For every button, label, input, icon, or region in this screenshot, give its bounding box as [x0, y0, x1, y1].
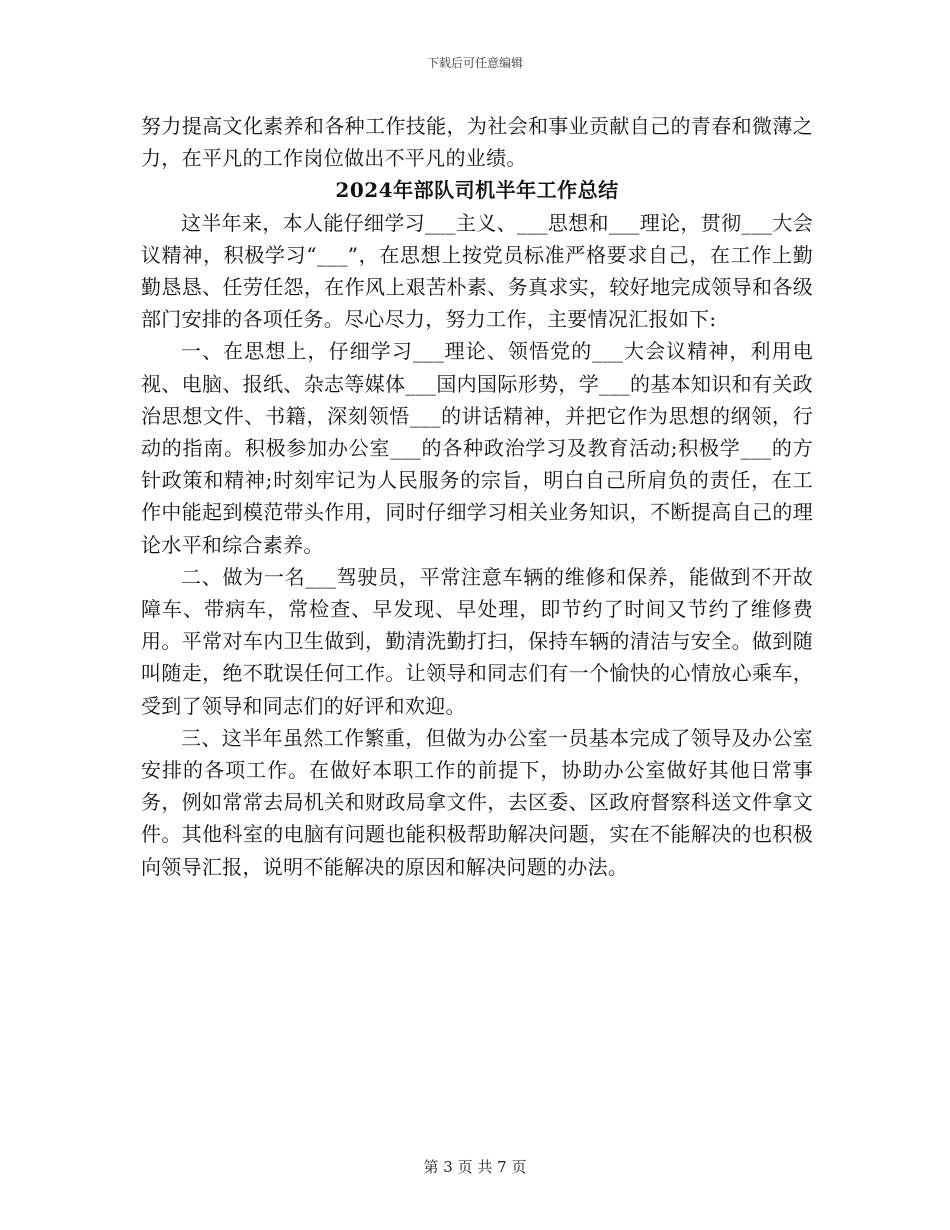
document-body	[141, 110, 813, 883]
intro-continuation-paragraph: 努力提高文化素养和各种工作技能，为社会和事业贡献自己的青春和微薄之力，在平凡的工作岗位做出不平凡的业绩。	[141, 114, 813, 171]
body-paragraph-3: 二、做为一名___驾驶员，平常注意车辆的维修和保养，能做到不开故障车、带病车，常检查、早发现、早处理，即节约了时间又节约了维修费用。平常对车内卫生做到，勤清洗勤打扫，保持车辆的清洁与安全。做到随叫随走，绝不耽误任何工作。让领导和同志们有一个愉快的心情放心乘车，受到了领导和同志们的好评和欢迎。	[141, 564, 813, 718]
page-header-note: 下载后可任意编辑	[426, 56, 523, 70]
body-paragraph-4: 三、这半年虽然工作繁重，但做为办公室一员基本完成了领导及办公室安排的各项工作。在做好本职工作的前提下，协助办公室做好其他日常事务，例如常常去局机关和财政局拿文件，去区委、区政府督察科送文件拿文件。其他科室的电脑有问题也能积极帮助解决问题，实在不能解决的也积极向领导汇报，说明不能解决的原因和解决问题的办法。	[141, 725, 813, 879]
page-number-footer: 第 3 页 共 7 页	[423, 1158, 527, 1176]
document-title: 2024年部队司机半年工作总结	[335, 178, 619, 203]
body-paragraph-1: 这半年来，本人能仔细学习___主义、___思想和___理论，贯彻___大会议精神，积极学习“___”，在思想上按党员标准严格要求自己，在工作上勤勤恳恳、任劳任怨，在作风上艰苦朴素、务真求实，较好地完成领导和各级部门安排的各项任务。尽心尽力，努力工作，主要情况汇报如下:	[141, 210, 813, 332]
body-paragraph-2: 一、在思想上，仔细学习___理论、领悟党的___大会议精神，利用电视、电脑、报纸、杂志等媒体___国内国际形势，学___的基本知识和有关政治思想文件、书籍，深刻领悟___的讲话精神，并把它作为思想的纲领，行动的指南。积极参加办公室___的各种政治学习及教育活动;积极学___的方针政策和精神;时刻牢记为人民服务的宗旨，明白自己所肩负的责任，在工作中能起到模范带头作用，同时仔细学习相关业务知识，不断提高自己的理论水平和综合素养。	[141, 339, 813, 557]
